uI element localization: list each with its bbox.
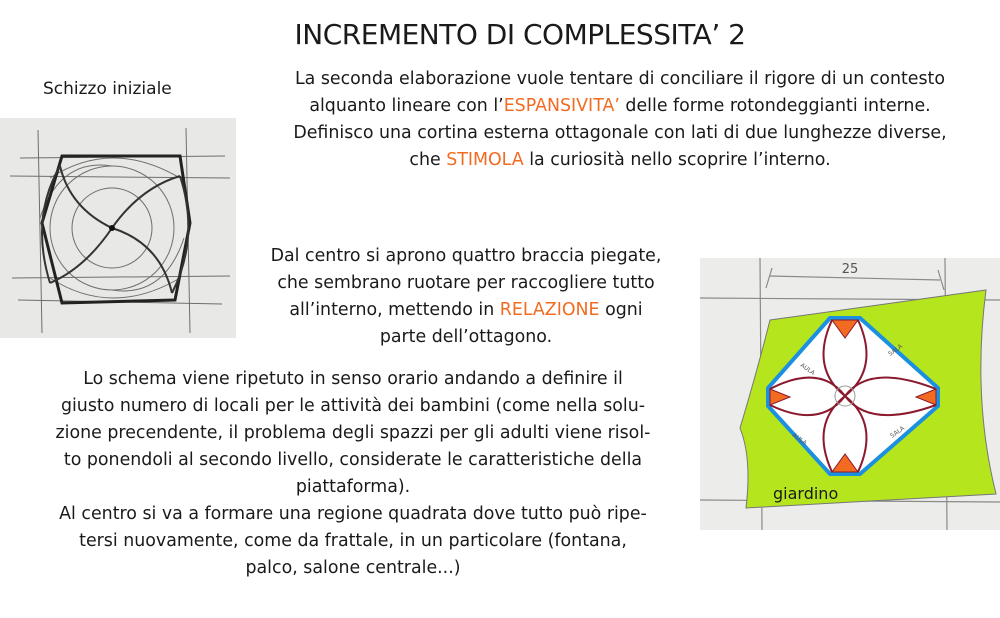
highlight-stimola: STIMOLA (446, 150, 524, 170)
body-line-8: palco, salone centrale...) (245, 558, 461, 578)
intro-text: che (409, 150, 447, 170)
garden-label: giardino (773, 484, 839, 503)
center-paragraph (236, 243, 696, 351)
plan-figure (700, 258, 1000, 530)
intro-line-1: La seconda elaborazione vuole tentare di conciliare il rigore di un contesto (294, 69, 946, 89)
sketch-caption: Schizzo iniziale (43, 79, 172, 99)
intro-line-3: Definisco una cortina esterna ottagonale con lati di due lunghezze diverse, (293, 123, 947, 143)
body-paragraph (8, 366, 698, 582)
center-line-4: parte dell’ottagono. (379, 327, 553, 347)
body-line-4: to ponendoli al secondo livello, considerate le caratteristiche della (63, 450, 643, 470)
intro-line-4 (240, 147, 1000, 174)
room-label: SALA (887, 342, 904, 358)
highlight-espansivita: ESPANSIVITA’ (503, 96, 620, 116)
intro-text: alquanto lineare con l’ (309, 96, 504, 116)
dimension-label: 25 (841, 262, 859, 277)
body-line-5: piattaforma). (295, 477, 411, 497)
body-line-3: zione precendente, il problema degli spazzi per gli adulti viene risol- (55, 423, 651, 443)
center-text: ogni (599, 300, 643, 320)
body-line-7: tersi nuovamente, come da frattale, in un particolare (fontana, (79, 531, 627, 551)
room-label: SALA (889, 424, 906, 440)
center-text: all’interno, mettendo in (289, 300, 500, 320)
room-label: AULA (798, 361, 817, 377)
plan-drawing (700, 258, 1000, 530)
initial-sketch-figure (0, 118, 236, 338)
page-title: INCREMENTO DI COMPLESSITA’ 2 (294, 18, 746, 51)
sketch-drawing (0, 118, 236, 338)
center-line-1: Dal centro si aprono quattro braccia piegate, (270, 246, 662, 266)
center-line-3 (236, 297, 696, 324)
highlight-relazione: RELAZIONE (499, 300, 600, 320)
intro-text: la curiosità nello scoprire l’interno. (523, 150, 831, 170)
room-label: AULA (790, 431, 809, 447)
body-line-2: giusto numero di locali per le attività dei bambini (come nella solu- (60, 396, 646, 416)
center-line-2: che sembrano ruotare per raccogliere tutto (277, 273, 655, 293)
body-line-6: Al centro si va a formare una regione quadrata dove tutto può ripe- (59, 504, 647, 524)
intro-text: delle forme rotondeggianti interne. (619, 96, 931, 116)
intro-paragraph (240, 66, 1000, 174)
body-line-1: Lo schema viene ripetuto in senso orario andando a definire il (83, 369, 623, 389)
intro-line-2 (240, 93, 1000, 120)
